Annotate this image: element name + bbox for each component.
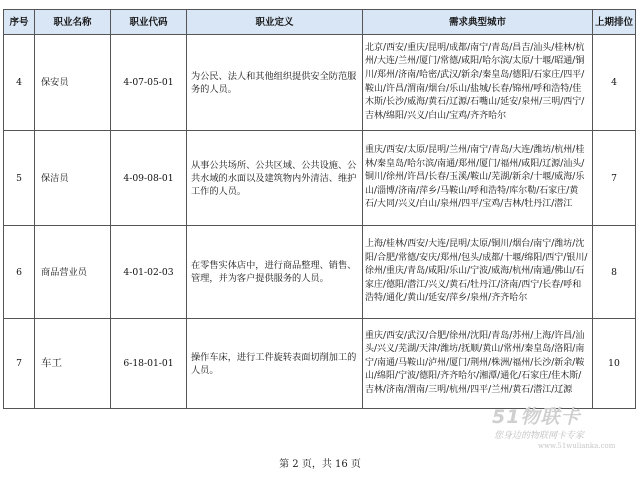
row-cities: 上海/桂林/西安/大连/昆明/太原/铜川/烟台/南宁/潍坊/沈阳/合肥/常德/安庆/郑州/包头/成都/十堰/绵阳/西宁/银川/徐州/重庆/青岛/咸阳/乐山/宁波/威海/杭州/南通/佛山/石家庄/德阳/潜江/兴义/黄石/牡丹江/济南/西宁/长春/呼和浩特/通化/黄山/延安/萍乡/泉州/齐齐哈尔 [363, 226, 593, 319]
row-index: 5 [4, 131, 35, 226]
row-cities: 北京/西安/重庆/昆明/成都/南宁/青岛/昌吉/汕头/桂林/杭州/大连/兰州/厦门/常德/咸阳/哈尔滨/太原/十堰/昭通/铜川/郑州/济南/哈密/武汉/新余/秦皇岛/德阳/石家庄/四平/鞍山/许昌/渭南/烟台/乐山/盐城/长春/锦州/呼和浩特/佳木斯/长沙/威海/黄石/辽源/石嘴山/延安/泉州/三明/西宁/吉林/绵阳/兴义/白山/宝鸡/齐齐哈尔 [363, 35, 593, 131]
row-cities: 重庆/西安/武汉/合肥/徐州/沈阳/青岛/苏州/上海/许昌/汕头/兴义/芜湖/天津/潍坊/抚顺/黄山/常州/秦皇岛/洛阳/南宁/南通/马鞍山/泸州/厦门/荆州/株洲/福州/长沙/新余/鞍山/绵阳/宁波/德阳/齐齐哈尔/湘潭/通化/石家庄/佳木斯/吉林/济南/渭南/三明/杭州/四平/兰州/黄石/潜江/辽源 [363, 319, 593, 409]
table-row [4, 35, 636, 131]
table-row [4, 226, 636, 319]
row-prev-rank: 10 [593, 319, 636, 409]
occupation-table [3, 9, 636, 409]
row-prev-rank: 8 [593, 226, 636, 319]
page-footer: 第 2 页，共 16 页 [279, 459, 361, 470]
row-definition: 操作车床，进行工件旋转表面切削加工的人员。 [187, 319, 363, 409]
row-index: 7 [4, 319, 35, 409]
row-occupation-name: 保洁员 [35, 131, 111, 226]
row-occupation-name: 车工 [35, 319, 111, 409]
row-occupation-code: 6-18-01-01 [111, 319, 187, 409]
row-index: 6 [4, 226, 35, 319]
watermark [490, 402, 635, 450]
row-index: 4 [4, 35, 35, 131]
header-index: 序号 [4, 10, 35, 35]
header-code: 职业代码 [111, 10, 187, 35]
table-row [4, 131, 636, 226]
watermark-logo: 51物联卡 [492, 406, 581, 428]
row-definition: 从事公共场所、公共区域、公共设施、公共水域的水面以及建筑物内外清洁、维护工作的人员。 [187, 131, 363, 226]
watermark-tagline: 您身边的物联网卡专家 [494, 431, 585, 441]
header-rank: 上期排位 [593, 10, 636, 35]
row-occupation-code: 4-07-05-01 [111, 35, 187, 131]
table-header-row [4, 10, 636, 35]
header-name: 职业名称 [35, 10, 111, 35]
row-occupation-name: 商品营业员 [35, 226, 111, 319]
table-row [4, 319, 636, 409]
row-occupation-name: 保安员 [35, 35, 111, 131]
row-prev-rank: 4 [593, 35, 636, 131]
header-definition: 职业定义 [187, 10, 363, 35]
row-cities: 重庆/西安/太原/昆明/兰州/南宁/青岛/大连/潍坊/杭州/桂林/秦皇岛/哈尔滨/南通/郑州/厦门/福州/咸阳/辽源/汕头/铜川/徐州/许昌/长春/玉溪/鞍山/芜湖/新余/十堰/威海/乐山/淄博/济南/萍乡/马鞍山/呼和浩特/库尔勒/石家庄/黄石/大同/兴义/白山/泉州/四平/宝鸡/吉林/牡丹江/潜江 [363, 131, 593, 226]
row-occupation-code: 4-09-08-01 [111, 131, 187, 226]
watermark-url: www.51wulianka.com [538, 442, 616, 450]
row-prev-rank: 7 [593, 131, 636, 226]
row-definition: 在零售实体店中，进行商品整理、销售、管理，并为客户提供服务的人员。 [187, 226, 363, 319]
row-occupation-code: 4-01-02-03 [111, 226, 187, 319]
header-cities: 需求典型城市 [363, 10, 593, 35]
row-definition: 为公民、法人和其他组织提供安全防范服务的人员。 [187, 35, 363, 131]
